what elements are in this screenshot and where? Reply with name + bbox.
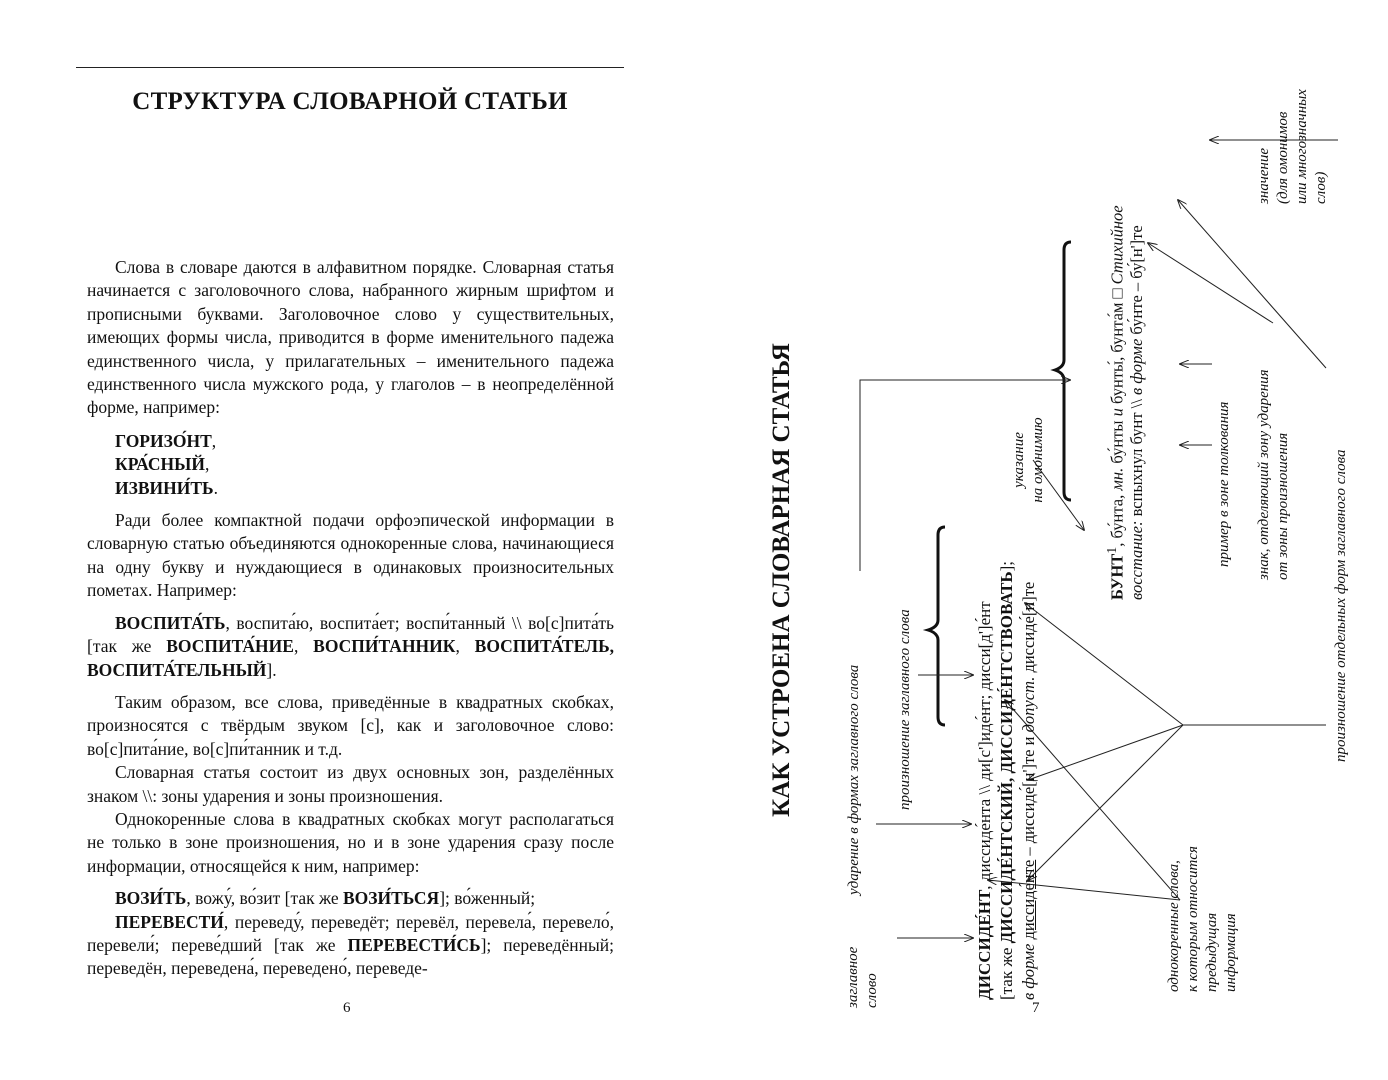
entry2-line2	[1127, 225, 1147, 600]
headword: ПЕРЕВЕСТИ́	[115, 911, 224, 932]
entry-text: в форме	[1019, 939, 1038, 1000]
entry-text: ]; во́женный;	[439, 888, 536, 909]
arrow-separator	[1148, 243, 1273, 323]
entry-text: – диссиде́[н']те и	[1019, 732, 1038, 860]
label-example: пример в зоне толкования	[1216, 401, 1232, 567]
mark: допуст.	[1019, 676, 1038, 733]
entry1-line3	[1019, 582, 1039, 1000]
label-text: слов)	[1313, 171, 1329, 204]
label-cognates	[1165, 846, 1241, 992]
entry-text: ]; переведённый; переведён, переведена́, переведено́, переведе-	[87, 934, 614, 979]
top-rule	[76, 67, 624, 68]
entry-text: вспыхнул бунт \\	[1127, 395, 1146, 521]
page-number: 6	[343, 1000, 351, 1016]
example-vozit	[87, 887, 614, 910]
mark: мн.	[1107, 467, 1127, 491]
mark: в форме	[1127, 338, 1146, 396]
square-icon: □	[1107, 284, 1127, 303]
arrow-forms-1	[1025, 603, 1183, 725]
entry-text: бу́нты	[1107, 416, 1127, 468]
headword-examples	[115, 430, 614, 500]
entry-text: , переведу́, переведёт; перевёл, перевела́, перевело́, перевели́; переве́дший [так же	[87, 911, 614, 955]
headword: КРА́СНЫЙ	[115, 454, 205, 475]
label-text: указание	[1011, 432, 1027, 488]
entry-text: , воспита́ю, воспита́ет; воспи́танный \\ во[с]пита́ть [так же	[87, 612, 614, 657]
definition: восстание:	[1127, 520, 1146, 600]
entry-text: , вожу́, во́зит [так же	[186, 888, 343, 909]
rotated-diagram	[728, 42, 1368, 1008]
label-meaning	[1255, 89, 1331, 204]
example-line	[115, 453, 614, 476]
label-text: однокоренные слова,	[1166, 860, 1182, 992]
label-text: к которым относится	[1185, 846, 1201, 992]
page-number: 7	[1032, 1000, 1040, 1016]
label-headword	[844, 947, 882, 1008]
example-vospitat	[87, 612, 614, 682]
example-perevesti	[87, 911, 614, 981]
label-pronunciation: произношение заглавного слова	[897, 609, 913, 810]
related-word: ПЕРЕВЕСТИ́СЬ	[347, 934, 481, 955]
label-separator	[1255, 369, 1293, 580]
paragraph-4: Словарная статья состоит из двух основных зон, разделённых знаком \\: зоны ударения и зоны произношения.	[87, 762, 614, 806]
related-word: ДИССИДЕ́НТСКИЙ, ДИССИДЕ́НТСТВОВАТЬ	[997, 571, 1016, 944]
entry-text: бунты́, бунта́м	[1107, 302, 1127, 409]
punct: ];	[997, 560, 1016, 572]
punct: ,	[293, 636, 314, 657]
related-word: ВОСПИТА́ТЕЛЬ, ВОСПИТА́ТЕЛЬНЫЙ	[87, 636, 615, 680]
paragraph-1: Слова в словаре даются в алфавитном порядке. Словарная статья начинается с заголовочного слова, набранного жирным шрифтом и прописными буквами. Заголовочное слово у существительных, имеющих формы числа, приводится в форме именительного падежа единственного числа, у прилагательных – именительного падежа единственного числа мужского рода, у глаголов – в неопределённой форме, например:	[87, 257, 614, 418]
label-stress: ударение в формах заглавного слова	[846, 664, 862, 895]
arrow-forms-4	[1178, 200, 1326, 368]
example-line	[115, 430, 614, 453]
entry1-line2	[997, 561, 1017, 1000]
headword: БУНТ	[1107, 553, 1127, 600]
definition: Стихийное	[1107, 205, 1127, 285]
example-line	[115, 477, 614, 500]
related-word: ВОСПИТА́НИЕ	[166, 636, 294, 657]
mark: и	[1107, 408, 1127, 417]
diagram-title: КАК УСТРОЕНА СЛОВАРНАЯ СТАТЬЯ	[768, 343, 795, 817]
entry-text: диссиде́[н]те	[1019, 581, 1038, 677]
label-text: заглавное	[845, 946, 861, 1008]
label-text: (для омонимов	[1275, 111, 1291, 204]
arrow-forms-3	[1028, 725, 1183, 880]
entry1-line1	[975, 601, 995, 1000]
headword: ГОРИЗО́НТ	[115, 430, 212, 451]
entry-text: , бу́нта,	[1107, 490, 1127, 547]
label-text: или многозначных	[1294, 89, 1310, 204]
entry-text: бу́нте – бу́[н']те	[1127, 225, 1146, 339]
punct: ,	[211, 430, 217, 451]
paragraph-5: Однокоренные слова в квадратных скобках могут располагаться не только в зоне произношения, но и в зоне ударения сразу после информации, относящейся к ним, например:	[87, 808, 614, 876]
label-text: от зоны произношения	[1275, 432, 1291, 580]
label-text: информация	[1223, 913, 1239, 992]
label-text: на омонимию	[1030, 417, 1046, 503]
punct: ,	[204, 454, 210, 475]
entry2-line1	[1105, 205, 1128, 600]
label-text: предыдущая	[1204, 912, 1220, 992]
label-homonym	[1010, 400, 1048, 520]
label-text: знак, отделяющий зону ударения	[1256, 369, 1272, 580]
label-forms: произношение отдельных форм заглавного слова	[1333, 449, 1349, 762]
headword: ВОСПИТА́ТЬ	[115, 612, 226, 633]
entry-text: , диссиде́нта \\ ди[с']иде́нт; дисси[д']е́нт	[975, 601, 994, 890]
right-page	[694, 0, 1388, 1080]
headword: ИЗВИНИ́ТЬ	[115, 477, 214, 498]
punct: .	[213, 477, 218, 498]
label-text: слово	[864, 973, 880, 1008]
headword: ДИССИДЕ́НТ	[975, 889, 994, 1000]
punct: ].	[266, 659, 277, 680]
label-text: значение	[1256, 147, 1272, 204]
brace-entry1	[928, 527, 945, 725]
entry-text: [так же	[997, 943, 1016, 1000]
paragraph-2: Ради более компактной подачи орфоэпической информации в словарную статью объединяются однокоренные слова, начинающиеся на одну букву и нуждающиеся в одинаковых произносительных пометах. Например:	[87, 510, 614, 601]
paragraph-3: Таким образом, все слова, приведённые в квадратных скобках, произносятся с твёрдым звуком [с], как и заголовочное слово: во[с]пита́ние, во[с]пи́танник и т.д.	[87, 691, 614, 759]
page-title: СТРУКТУРА СЛОВАРНОЙ СТАТЬИ	[132, 88, 568, 115]
punct: ,	[455, 636, 475, 657]
headword: ВОЗИ́ТЬ	[115, 888, 187, 909]
body-text	[87, 256, 614, 981]
related-word: ВОСПИ́ТАННИК	[313, 636, 456, 657]
homonym-index: 1	[1105, 546, 1120, 554]
form-word: диссиде́нте	[1019, 859, 1038, 940]
brace-entry2	[1055, 242, 1071, 500]
related-word: ВОЗИ́ТЬСЯ	[342, 888, 440, 909]
